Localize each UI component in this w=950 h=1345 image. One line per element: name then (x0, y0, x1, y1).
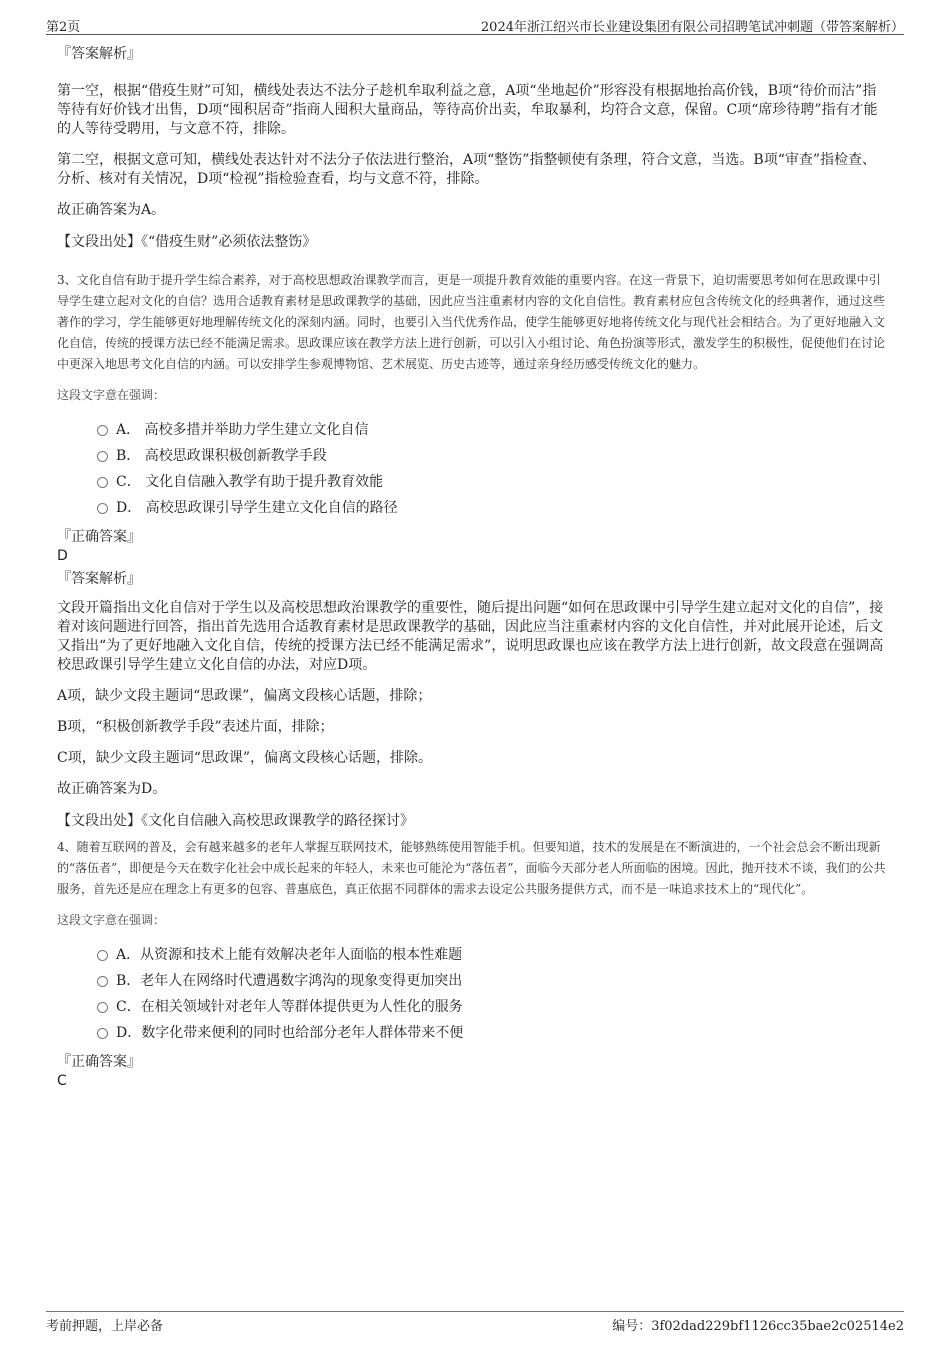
document-title: 2024年浙江绍兴市长业建设集团有限公司招聘笔试冲刺题（带答案解析） (480, 20, 904, 35)
radio-icon[interactable] (97, 976, 108, 987)
radio-icon[interactable] (97, 425, 108, 436)
q3-option-d[interactable] (97, 495, 890, 521)
radio-icon[interactable] (97, 477, 108, 488)
radio-icon[interactable] (97, 451, 108, 462)
q2-source: 【文段出处】《“借疫生财”必须依法整饬》 (57, 234, 317, 250)
q3-answer-label: 『正确答案』 (57, 529, 141, 545)
q3-analysis-b: B项，“积极创新教学手段”表述片面，排除； (57, 719, 334, 735)
q4-prompt: 这段文字意在强调： (57, 913, 166, 927)
radio-icon[interactable] (97, 1028, 108, 1039)
q3-analysis-p1: 文段开篇指出文化自信对于学生以及高校思想政治课教学的重要性，随后提出问题“如何在思政课中引导学生建立起对文化的自信”，接着对该问题进行回答，指出首先选用合适教育素材是思政课教学的基础，因此应当注重素材内容的文化自信性，并对此展开论述，后文又指出“为了更好地融入文化自信，传统的授课方法已经不能满足需求”，说明思政课也应该在教学方法上进行创新，故文段意在强调高校思政课引导学生建立文化自信的办法，对应D项。 (57, 600, 884, 673)
q2-analysis-label: 『答案解析』 (57, 46, 141, 62)
q2-analysis-p1: 第一空，根据“借疫生财”可知，横线处表达不法分子趁机牟取利益之意，A项“坐地起价”形容没有根据地抬高价钱，B项“待价而沽”指等待有好价钱才出售，D项“囤积居奇”指商人囤积大量商品，等待高价出卖，牟取暴利，均符合文意，保留。C项“席珍待聘”指有才能的人等待受聘用，与文意不符，排除。 (57, 83, 878, 137)
radio-icon[interactable] (97, 503, 108, 514)
q4-options (97, 942, 890, 1046)
page-header (46, 14, 904, 35)
page-number: 第2页 (46, 20, 81, 35)
q2-analysis-p2: 第二空，根据文意可知，横线处表达针对不法分子依法进行整治，A项“整饬”指整顿使有条理，符合文意，当选。B项“审查”指检查、分析、核对有关情况，D项“检视”指检验查看，均与文意不符，排除。 (57, 152, 877, 187)
radio-icon[interactable] (97, 950, 108, 961)
option-label: D． 高校思政课引导学生建立文化自信的路径 (116, 500, 398, 516)
q2-conclusion: 故正确答案为A。 (57, 202, 166, 218)
radio-icon[interactable] (97, 1002, 108, 1013)
q4-option-c[interactable] (97, 994, 890, 1020)
option-label: B． 高校思政课积极创新教学手段 (116, 448, 327, 464)
q4-answer-label: 『正确答案』 (57, 1054, 141, 1070)
q4-option-a[interactable] (97, 942, 890, 968)
q3-options (97, 417, 890, 521)
q4-option-b[interactable] (97, 968, 890, 994)
q4-question-text: 4、随着互联网的普及，会有越来越多的老年人掌握互联网技术，能够熟练使用智能手机。但要知道，技术的发展是在不断演进的，一个社会总会不断出现新的“落伍者”，即便是今天在数字化社会中成长起来的年轻人，未来也可能沦为“落伍者”，面临今天部分老人所面临的困境。因此，抛开技术不谈，我们的公共服务，首先还是应在理念上有更多的包容、普惠底色，真正依据不同群体的需求去设定公共服务提供方式，而不是一味追求技术上的“现代化”。 (57, 840, 886, 896)
q3-source: 【文段出处】《文化自信融入高校思政课教学的路径探讨》 (57, 813, 414, 829)
page-footer (46, 1311, 904, 1334)
q4-answer: C (57, 1073, 67, 1089)
option-label: B．老年人在网络时代遭遇数字鸿沟的现象变得更加突出 (116, 973, 463, 989)
q3-question-text: 3、文化自信有助于提升学生综合素养，对于高校思想政治课教学而言，更是一项提升教育效能的重要内容。在这一背景下，迫切需要思考如何在思政课中引导学生建立起对文化的自信？选用合适教育素材是思政课教学的基础，因此应当注重素材内容的文化自信性。教育素材应包含传统文化的经典著作，通过这些著作的学习，学生能够更好地理解传统文化的深刻内涵。同时，也要引入当代优秀作品，使学生能够更好地将传统文化与现代社会相结合。为了更好地融入文化自信，传统的授课方法已经不能满足需求。思政课应该在教学方法上进行创新，可以引入小组讨论、角色扮演等形式，激发学生的积极性，促使他们在讨论中更深入地思考文化自信的内涵。可以安排学生参观博物馆、艺术展览、历史古迹等，通过亲身经历感受传统文化的魅力。 (57, 273, 886, 371)
q3-option-b[interactable] (97, 443, 890, 469)
q3-analysis-label: 『答案解析』 (57, 571, 141, 587)
q3-answer: D (57, 548, 68, 564)
option-label: A． 高校多措并举助力学生建立文化自信 (116, 422, 369, 438)
option-label: C． 文化自信融入教学有助于提升教育效能 (116, 474, 384, 490)
q3-option-a[interactable] (97, 417, 890, 443)
option-label: D．数字化带来便利的同时也给部分老年人群体带来不便 (116, 1025, 464, 1041)
option-label: C．在相关领域针对老年人等群体提供更为人性化的服务 (116, 999, 463, 1015)
q4-option-d[interactable] (97, 1020, 890, 1046)
option-label: A．从资源和技术上能有效解决老年人面临的根本性难题 (116, 947, 463, 963)
q3-analysis-a: A项，缺少文段主题词“思政课”，偏离文段核心话题，排除； (57, 688, 432, 704)
document-code: 编号：3f02dad229bf1126cc35bae2c02514e2 (612, 1319, 904, 1334)
footer-slogan: 考前押题，上岸必备 (46, 1319, 164, 1334)
q3-conclusion: 故正确答案为D。 (57, 781, 167, 797)
q3-analysis-c: C项，缺少文段主题词“思政课”，偏离文段核心话题，排除。 (57, 750, 433, 766)
q3-prompt: 这段文字意在强调： (57, 388, 166, 402)
q3-option-c[interactable] (97, 469, 890, 495)
page-content (57, 44, 890, 1094)
